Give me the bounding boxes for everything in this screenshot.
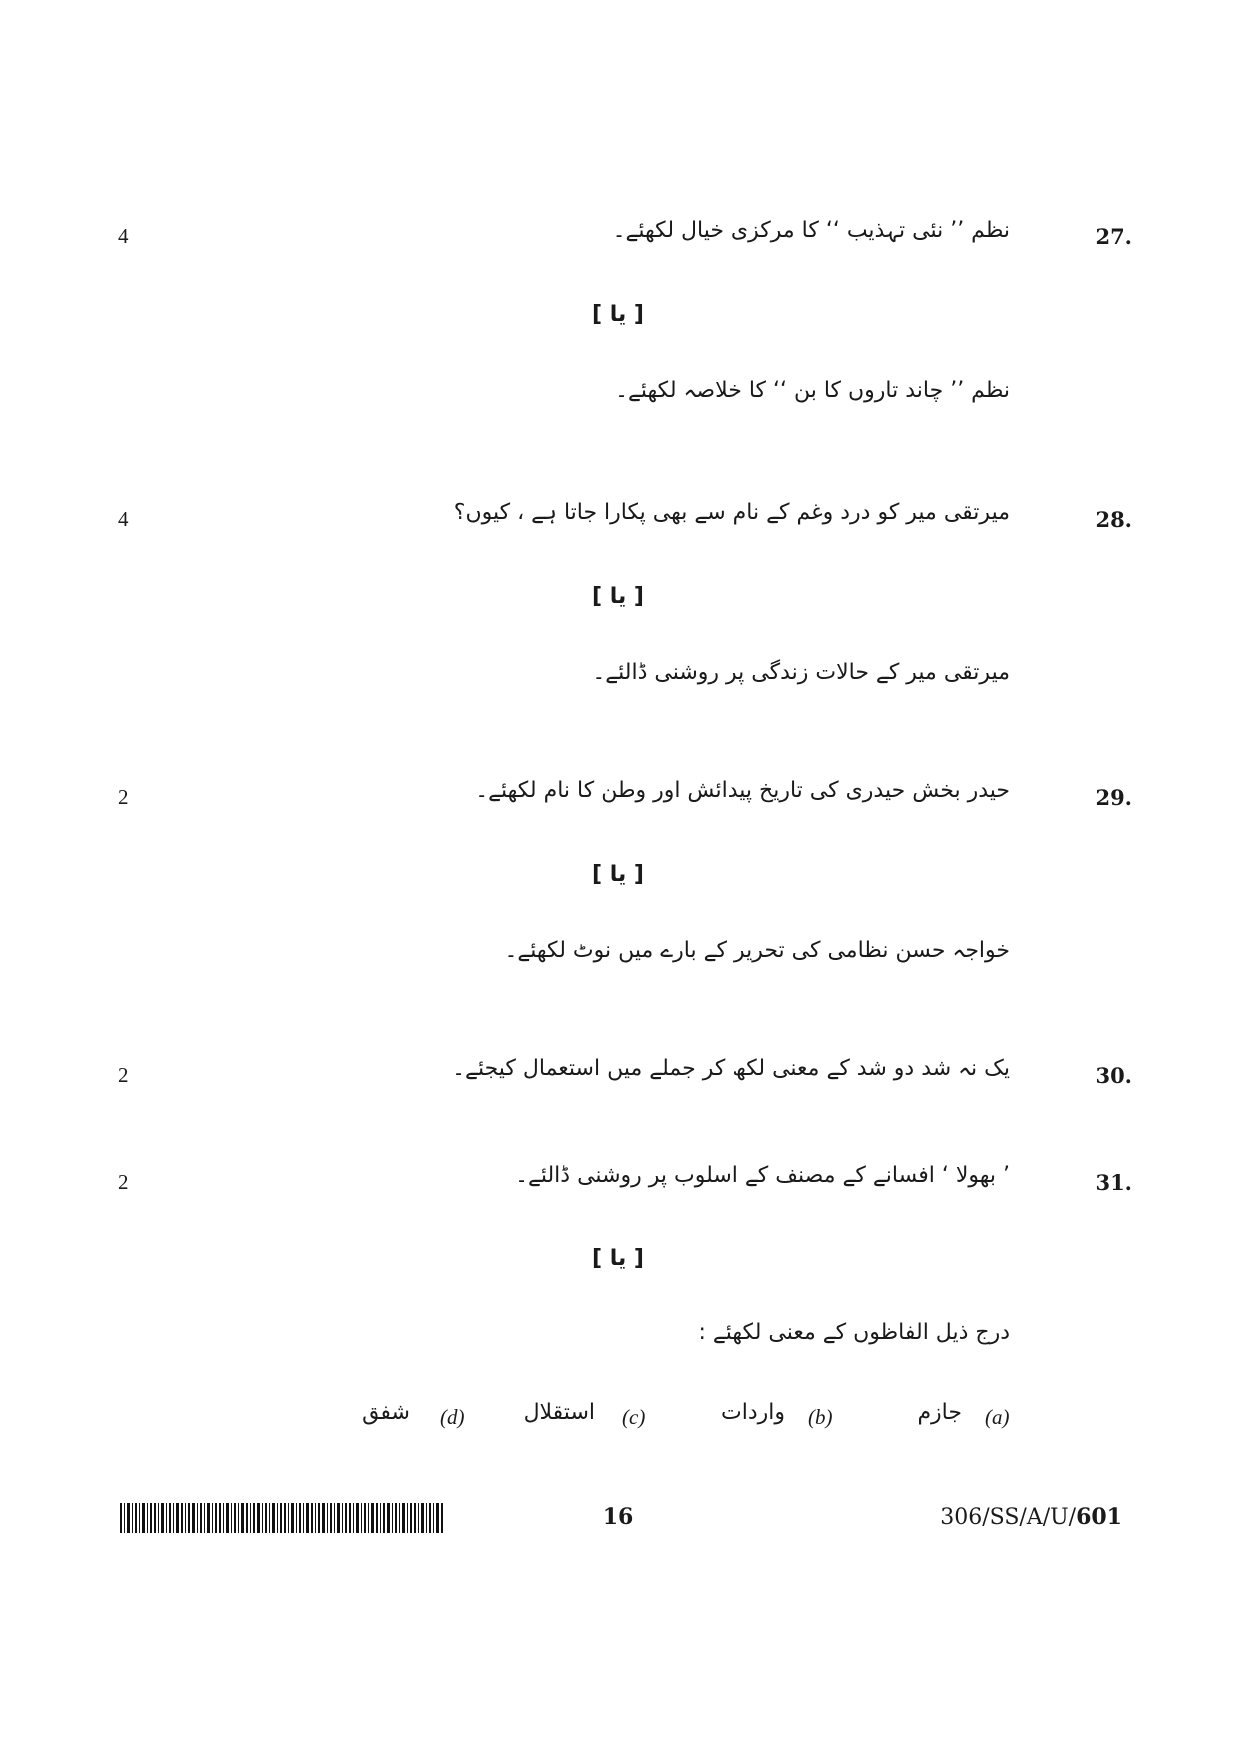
q30-marks: 2 (118, 1063, 129, 1087)
option-b-letter: (b) (808, 1405, 833, 1429)
option-d-word: شفق (362, 1400, 410, 1425)
option-a-letter: (a) (985, 1405, 1010, 1429)
q27-or-label: [ یا ] (592, 302, 644, 327)
q27-number: 27. (1095, 224, 1132, 249)
paper-code-suffix: 601 (1076, 1504, 1122, 1530)
q30-text: یک نہ شد دو شد کے معنی لکھ کر جملے میں استعمال کیجئے۔ (452, 1056, 1010, 1081)
barcode-icon (120, 1503, 445, 1533)
q28-or-label: [ یا ] (592, 584, 644, 609)
q29-alt-text: خواجہ حسن نظامی کی تحریر کے بارے میں نوٹ لکھئے۔ (504, 938, 1010, 963)
q27-alt-text: نظم ’’ چاند تاروں کا بن ‘‘ کا خلاصہ لکھئے۔ (615, 378, 1010, 403)
option-b-word: واردات (721, 1400, 785, 1425)
q28-text: میرتقی میر کو درد وغم کے نام سے بھی پکارا جاتا ہے ، کیوں؟ (453, 500, 1010, 525)
q31-text: ’ بھولا ‘ افسانے کے مصنف کے اسلوب پر روشنی ڈالئے۔ (515, 1163, 1010, 1188)
q29-text: حیدر بخش حیدری کی تاریخ پیدائش اور وطن کا نام لکھئے۔ (475, 778, 1010, 803)
q29-number: 29. (1095, 785, 1132, 810)
q29-or-label: [ یا ] (592, 862, 644, 887)
option-a-word: جازم (917, 1400, 962, 1425)
option-c-word: استقلال (523, 1400, 595, 1425)
option-d-letter: (d) (440, 1405, 465, 1429)
q29-marks: 2 (118, 785, 129, 809)
q31-marks: 2 (118, 1170, 129, 1194)
q28-alt-text: میرتقی میر کے حالات زندگی پر روشنی ڈالئے۔ (592, 660, 1010, 685)
q31-number: 31. (1095, 1170, 1132, 1195)
option-c-letter: (c) (622, 1405, 646, 1429)
q31-or-label: [ یا ] (592, 1246, 644, 1271)
page-number: 16 (602, 1504, 634, 1530)
q30-number: 30. (1095, 1063, 1132, 1088)
paper-code (940, 1504, 1122, 1530)
q27-text: نظم ’’ نئی تہذیب ‘‘ کا مرکزی خیال لکھئے۔ (612, 218, 1010, 243)
q28-marks: 4 (118, 507, 129, 531)
paper-code-prefix: 306/SS/A/U/ (940, 1505, 1077, 1530)
q31-alt-text: درج ذیل الفاظوں کے معنی لکھئے : (698, 1320, 1010, 1345)
q27-marks: 4 (118, 224, 129, 248)
q28-number: 28. (1095, 507, 1132, 532)
